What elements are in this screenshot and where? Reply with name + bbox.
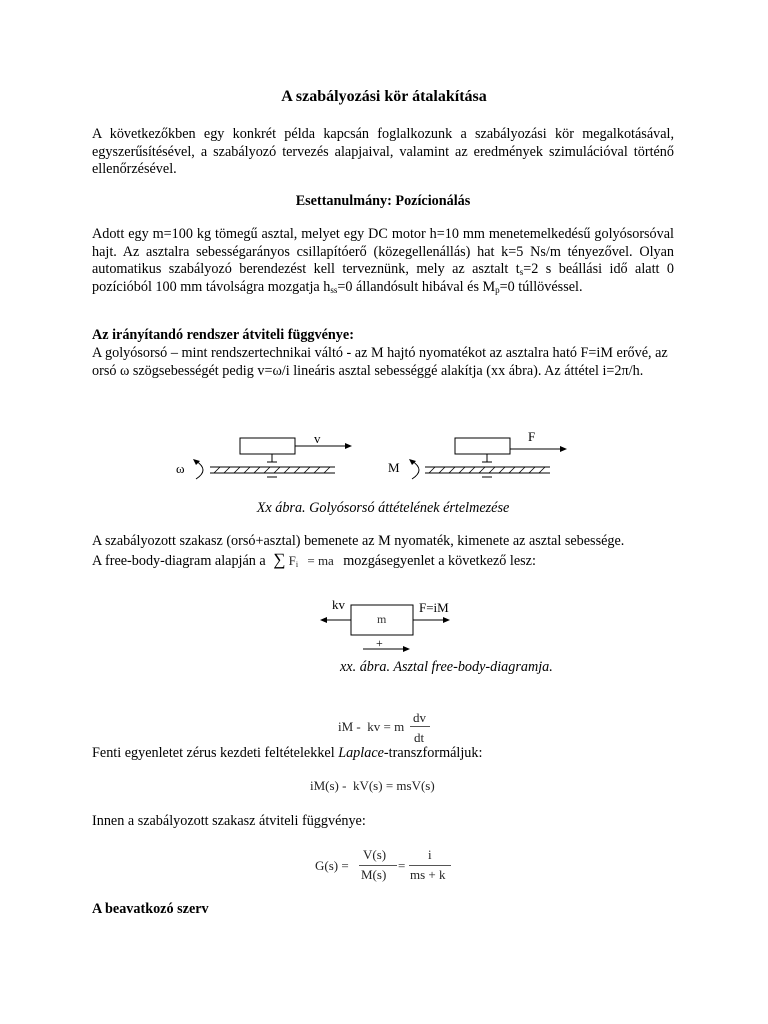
- transfer-paragraph: A golyósorsó – mint rendszertechnikai váltó - az M hajtó nyomatékot az asztalra ható F=iM erővé, az orsó ω szögsebességét pedig v=ω/i lineáris asztal sebességgé alakítja (xx ábra). Az áttétel i=2π/h.: [92, 345, 668, 379]
- free-body-figure: [315, 592, 465, 652]
- left-velocity-arrowhead: [345, 443, 352, 449]
- equation-transfer-function: [315, 846, 465, 882]
- laplace-text: [92, 745, 674, 763]
- drive-force-label: F=iM: [419, 600, 449, 615]
- left-screw-thread: [214, 467, 330, 473]
- drive-force-arrowhead: [443, 617, 450, 623]
- transfer-function-text: Innen a szabályozott szakasz átviteli függvénye:: [92, 813, 366, 829]
- omega-rotation-arrowhead: [193, 459, 200, 465]
- ts-subscript: s: [519, 267, 524, 277]
- omega-label: ω: [176, 461, 185, 476]
- eq3-num1: V(s): [363, 847, 387, 862]
- right-screw-thread: [429, 467, 545, 473]
- sum-sub: i: [295, 560, 299, 569]
- eq1-numerator: dv: [413, 710, 426, 725]
- section-text-2a: A free-body-diagram alapján a: [92, 553, 266, 569]
- case-text-4: =0 túllövéssel.: [499, 278, 583, 295]
- section-text-1: A szabályozott szakasz (orsó+asztal) bemenete az M nyomaték, kimenete az asztal sebessége.: [92, 533, 625, 549]
- eq3-den2: ms + k: [410, 867, 446, 882]
- laplace-text-b: -transzformáljuk:: [383, 745, 483, 761]
- eq3-den1: M(s): [361, 867, 387, 882]
- force-label: F: [528, 429, 536, 444]
- force-arrowhead: [560, 446, 567, 452]
- transfer-heading: Az irányítandó rendszer átviteli függvénye:: [92, 327, 354, 343]
- eq3-num2: i: [428, 847, 432, 862]
- eq1-lhs: iM - kv = m: [338, 719, 405, 734]
- case-text-1: Adott egy m=100 kg tömegű asztal, melyet egy DC motor h=10 mm menetemelkedésű golyósorsóval hajt. Az asztalra sebességarányos csillapítóerő (közegellenállás) hat k=5 Ns/m tényezővel. Olyan automatikus szabályozó berendezést kell terveznünk, mely az asztalt t: [92, 226, 674, 277]
- section-text-2: [92, 551, 692, 571]
- sum-rhs: = ma: [307, 553, 334, 568]
- moment-rotation-arrowhead: [409, 459, 416, 465]
- laplace-italic: Laplace: [338, 745, 384, 761]
- ballscrew-figure: [160, 425, 580, 495]
- final-heading: A beavatkozó szerv: [92, 901, 209, 917]
- mp-subscript: p: [495, 284, 500, 295]
- damping-force-arrowhead: [320, 617, 327, 623]
- eq3-equals: =: [398, 858, 406, 873]
- eq1-fraction-bar: [410, 726, 430, 727]
- sum-f: F: [288, 553, 296, 568]
- left-table: [240, 438, 295, 454]
- case-paragraph: [92, 226, 674, 296]
- intro-paragraph: A következőkben egy konkrét példa kapcsán foglalkozunk a szabályozási kör megalkotásával, egyszerűsítésével, a szabályozó tervezés alapjaival, valamint az eredmények szimulációval történő ellenőrzésével.: [92, 126, 674, 177]
- page-title: A szabályozási kör átalakítása: [281, 88, 487, 105]
- fig1-caption: Xx ábra. Golyósorsó áttételének értelmezése: [256, 500, 510, 516]
- eq3-lhs: G(s) =: [315, 858, 349, 873]
- right-table: [455, 438, 510, 454]
- case-text-3: =0 állandósult hibával és M: [337, 278, 496, 295]
- sum-formula: [273, 551, 343, 570]
- positive-direction-arrowhead: [403, 646, 410, 652]
- damping-force-label: kv: [332, 597, 345, 612]
- laplace-text-a: Fenti egyenletet zérus kezdeti feltételekkel: [92, 745, 335, 761]
- section-text-2b: mozgásegyenlet a következő lesz:: [343, 553, 536, 569]
- moment-label: M: [388, 460, 400, 475]
- velocity-label: v: [314, 431, 321, 446]
- case-text-2: =2 s beállási idő alatt 0 pozícióból 100 mm távolságra mozgatja h: [92, 261, 674, 295]
- eq1-denominator: dt: [414, 730, 425, 745]
- case-heading: Esettanulmány: Pozícionálás: [295, 193, 471, 209]
- positive-direction-label: +: [376, 636, 383, 650]
- hss-subscript: ss: [330, 284, 338, 295]
- mass-label: m: [377, 612, 387, 626]
- sigma-symbol: ∑: [273, 550, 286, 569]
- fig2-caption: xx. ábra. Asztal free-body-diagramja.: [340, 659, 553, 675]
- equation-motion: [338, 709, 458, 745]
- equation-laplace: iM(s) - kV(s) = msV(s): [310, 778, 435, 793]
